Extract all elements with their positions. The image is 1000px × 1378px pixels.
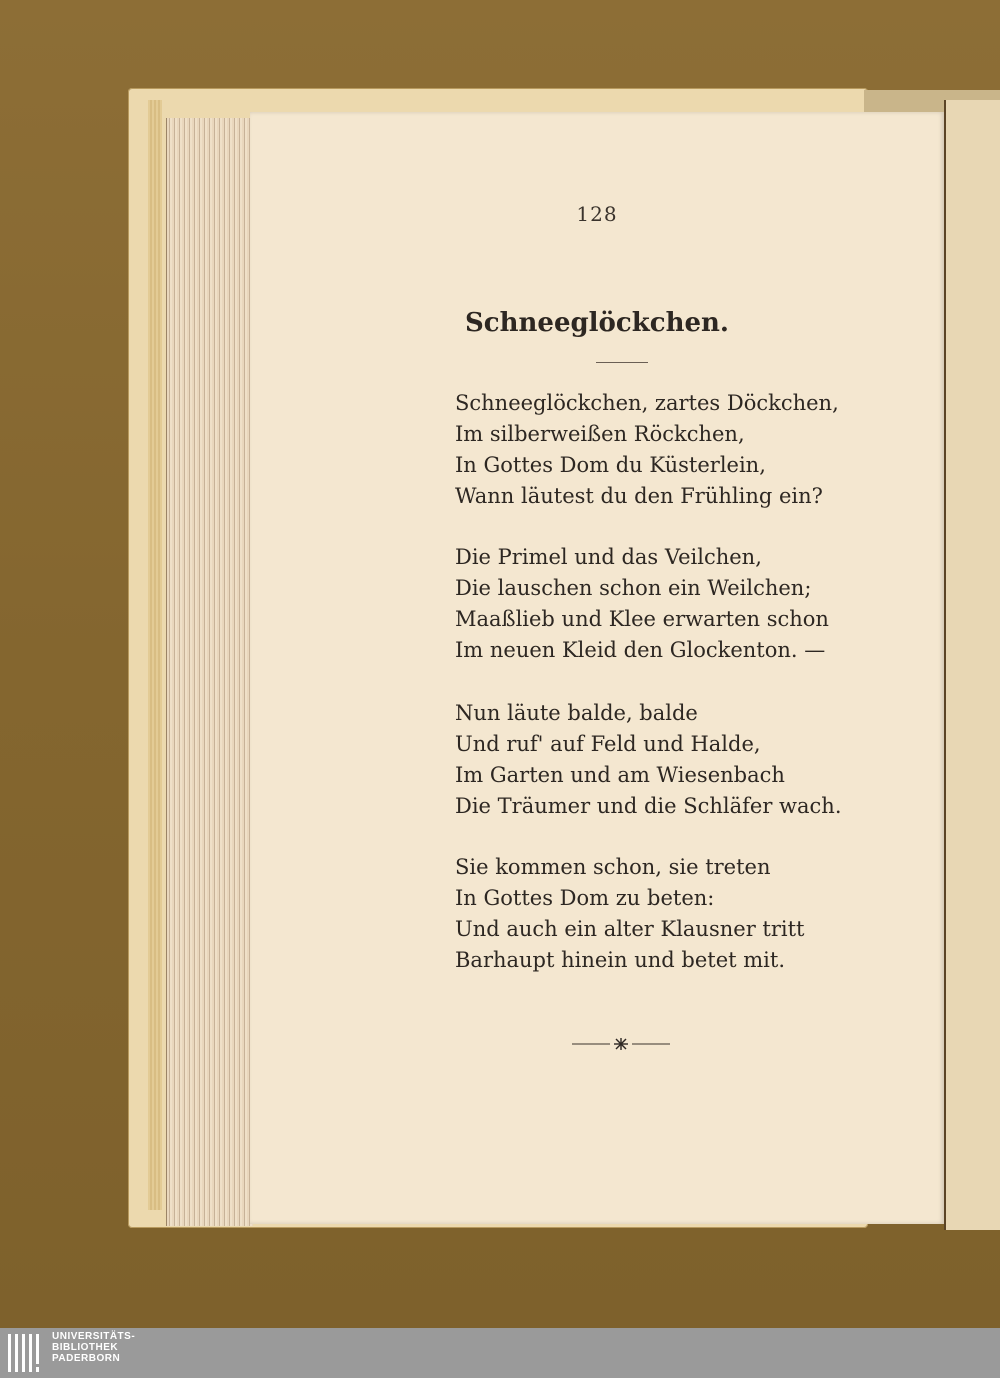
poem-title: Schneeglöckchen. xyxy=(465,308,729,338)
poem-line: Die Träumer und die Schläfer wach. xyxy=(455,794,842,818)
cover-cloth-strip xyxy=(148,100,162,1210)
stanza-1 xyxy=(455,388,915,512)
stanza-4 xyxy=(455,852,915,976)
stanza-2 xyxy=(455,542,915,666)
logo-line-1: UNIVERSITÄTS- xyxy=(52,1331,136,1342)
library-footer-bar xyxy=(0,1328,1000,1378)
poem-line: Im Garten und am Wiesenbach xyxy=(455,763,785,787)
poem-line: Und auch ein alter Klausner tritt xyxy=(455,917,805,941)
facing-page-edge xyxy=(944,100,1000,1230)
poem-line: Die Primel und das Veilchen, xyxy=(455,545,762,569)
book-page xyxy=(250,112,944,1224)
poem-line: Sie kommen schon, sie treten xyxy=(455,855,771,879)
stanza-3 xyxy=(455,698,915,822)
page-block-edges xyxy=(166,118,253,1226)
poem-line: Schneeglöckchen, zartes Döckchen, xyxy=(455,391,839,415)
title-divider xyxy=(596,362,648,363)
poem-line: Wann läutest du den Frühling ein? xyxy=(455,484,823,508)
poem-line: In Gottes Dom du Küsterlein, xyxy=(455,453,766,477)
poem-line: Nun läute balde, balde xyxy=(455,701,698,725)
poem-line: Im neuen Kleid den Glockenton. — xyxy=(455,638,826,662)
logo-line-3: PADERBORN xyxy=(52,1353,121,1364)
library-logo-text xyxy=(52,1331,135,1364)
poem-line: Die lauschen schon ein Weilchen; xyxy=(455,576,812,600)
logo-line-2: BIBLIOTHEK xyxy=(52,1342,119,1353)
end-ornament-icon xyxy=(572,1034,670,1054)
poem-line: In Gottes Dom zu beten: xyxy=(455,886,715,910)
page-number: 128 xyxy=(576,202,618,226)
poem-line: Maaßlieb und Klee erwarten schon xyxy=(455,607,829,631)
poem-line: Barhaupt hinein und betet mit. xyxy=(455,948,785,972)
library-logo-icon xyxy=(6,1332,46,1374)
poem-line: Im silberweißen Röckchen, xyxy=(455,422,745,446)
poem-line: Und ruf' auf Feld und Halde, xyxy=(455,732,761,756)
